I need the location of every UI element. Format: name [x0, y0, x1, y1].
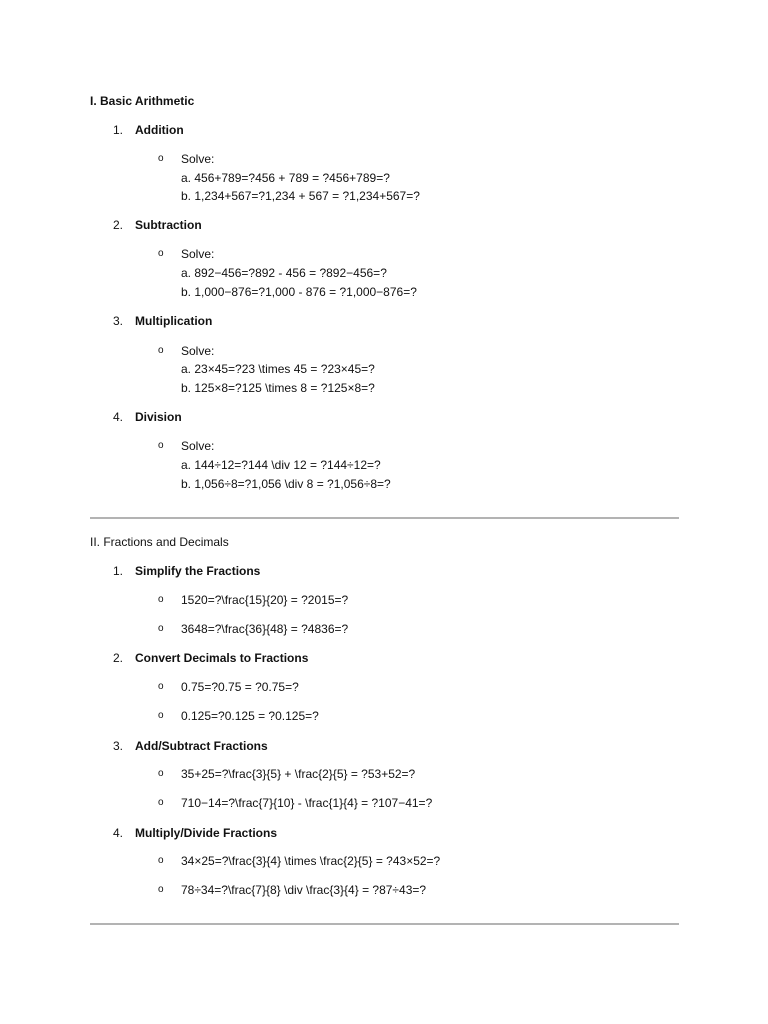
problem-line: 0.75=?0.75 = ?0.75=? [181, 680, 299, 694]
subheading-subtraction: Subtraction [135, 218, 202, 232]
list-number: 2. [113, 218, 124, 232]
problem-line: 78÷34=?\frac{7}{8} \div \frac{3}{4} = ?87÷43=? [181, 883, 427, 897]
list-number: 1. [113, 123, 124, 137]
problem-line: 0.125=?0.125 = ?0.125=? [181, 709, 319, 723]
subheading-simplify-fractions: Simplify the Fractions [135, 564, 261, 578]
bullet-icon: o [158, 884, 164, 895]
problem-line: b. 1,234+567=?1,234 + 567 = ?1,234+567=? [181, 189, 420, 203]
list-number: 1. [113, 564, 124, 578]
bullet-icon: o [158, 797, 164, 808]
bullet-icon: o [158, 855, 164, 866]
bullet-icon: o [158, 768, 164, 779]
section-heading-fractions-decimals: II. Fractions and Decimals [90, 535, 229, 549]
problem-line: 34×25=?\frac{3}{4} \times \frac{2}{5} = ?43×52=? [181, 854, 441, 868]
subheading-multiply-divide-fractions: Multiply/Divide Fractions [135, 826, 278, 840]
solve-label: Solve: [181, 344, 215, 358]
list-number: 3. [113, 314, 124, 328]
bullet-icon: o [158, 594, 164, 605]
bullet-icon: o [158, 153, 164, 164]
problem-line: b. 1,000−876=?1,000 - 876 = ?1,000−876=? [181, 285, 417, 299]
solve-label: Solve: [181, 152, 215, 166]
problem-line: 35+25=?\frac{3}{5} + \frac{2}{5} = ?53+52=? [181, 767, 416, 781]
problem-line: 3648=?\frac{36}{48} = ?4836=? [181, 622, 349, 636]
list-number: 3. [113, 739, 124, 753]
problem-line: a. 144÷12=?144 \div 12 = ?144÷12=? [181, 458, 381, 472]
problem-line: a. 23×45=?23 \times 45 = ?23×45=? [181, 362, 375, 376]
solve-label: Solve: [181, 247, 215, 261]
problem-line: b. 125×8=?125 \times 8 = ?125×8=? [181, 381, 375, 395]
horizontal-rule [90, 923, 679, 925]
bullet-icon: o [158, 623, 164, 634]
bullet-icon: o [158, 710, 164, 721]
bullet-icon: o [158, 345, 164, 356]
bullet-icon: o [158, 248, 164, 259]
list-number: 4. [113, 410, 124, 424]
list-number: 2. [113, 651, 124, 665]
bullet-icon: o [158, 681, 164, 692]
subheading-addition: Addition [135, 123, 184, 137]
problem-line: b. 1,056÷8=?1,056 \div 8 = ?1,056÷8=? [181, 477, 391, 491]
subheading-convert-decimals: Convert Decimals to Fractions [135, 651, 309, 665]
problem-line: a. 892−456=?892 - 456 = ?892−456=? [181, 266, 387, 280]
subheading-division: Division [135, 410, 182, 424]
problem-line: 1520=?\frac{15}{20} = ?2015=? [181, 593, 349, 607]
bullet-icon: o [158, 440, 164, 451]
list-number: 4. [113, 826, 124, 840]
horizontal-rule [90, 517, 679, 519]
subheading-multiplication: Multiplication [135, 314, 213, 328]
problem-line: 710−14=?\frac{7}{10} - \frac{1}{4} = ?107−41=? [181, 796, 433, 810]
subheading-add-subtract-fractions: Add/Subtract Fractions [135, 739, 268, 753]
section-heading-basic-arithmetic: I. Basic Arithmetic [90, 94, 195, 108]
problem-line: a. 456+789=?456 + 789 = ?456+789=? [181, 171, 390, 185]
solve-label: Solve: [181, 439, 215, 453]
